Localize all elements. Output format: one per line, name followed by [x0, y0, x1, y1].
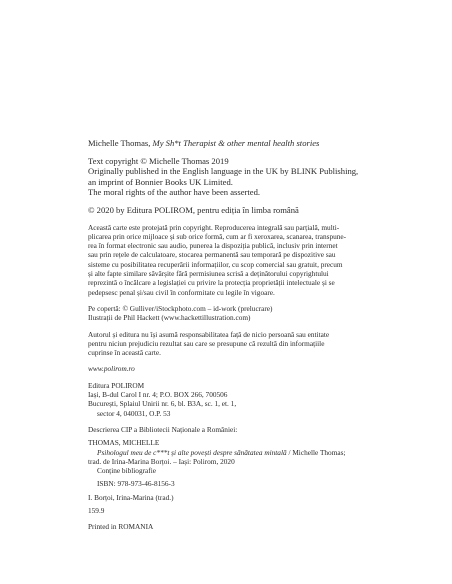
- illustration-credit: Ilustrații de Phil Hackett (www.hackettillustration.com): [88, 313, 251, 323]
- author-name: Michelle Thomas,: [88, 138, 153, 148]
- disclaimer-line: cuprinse în această carte.: [88, 348, 161, 358]
- cip-heading: Descrierea CIP a Bibliotecii Naționale a României:: [88, 424, 238, 434]
- copyright-line: Text copyright © Michelle Thomas 2019: [88, 155, 229, 166]
- cip-contributor: I. Borțoi, Irina-Marina (trad.): [88, 492, 174, 502]
- cip-title-rest: / Michelle Thomas;: [286, 447, 346, 457]
- publisher-name: Editura POLIROM: [88, 380, 145, 390]
- cip-author: THOMAS, MICHELLE: [88, 438, 160, 448]
- address-line: sector 4, 040031, O.P. 53: [97, 408, 171, 418]
- rights-line: sisteme cu posibilitatea recuperării informațiilor, cu scop comercial sau gratuit, precum: [88, 259, 343, 269]
- copyright-page: [88, 138, 428, 532]
- cip-isbn: ISBN: 978-973-46-8156-3: [97, 479, 175, 489]
- rights-notice: [88, 223, 428, 297]
- copyright-line: Originally published in the English language in the UK by BLINK Publishing,: [88, 166, 359, 177]
- cip-title-line: [88, 448, 428, 457]
- rights-line: pedepsesc penal și/sau civil în conformitate cu legile în vigoare.: [88, 287, 275, 297]
- cip-contents: Conține bibliografie: [97, 466, 156, 476]
- rights-line: sau prin rețele de calculatoare, stocarea permanentă sau temporară pe dispozitive sau: [88, 250, 336, 260]
- disclaimer: [88, 330, 428, 358]
- address-line: București, Splaiul Unirii nr. 6, bl. B3A, sc. 1, et. 1,: [88, 399, 237, 409]
- book-title: My Sh*t Therapist & other mental health stories: [152, 138, 320, 148]
- rights-line: Această carte este protejată prin copyright. Reproducerea integrală sau parțială, multi-: [88, 222, 340, 232]
- rights-line: reprezintă o încălcare a legislației cu privire la protecția proprietății intelectuale și se: [88, 278, 335, 288]
- rights-line: și alte fapte similare săvârșite fără permisiunea scrisă a deținătorului copyrightului: [88, 269, 329, 279]
- credits-block: [88, 304, 428, 323]
- author-title-line: [88, 138, 428, 149]
- copyright-block: [88, 156, 428, 198]
- cip-translator: trad. de Irina-Marina Borțoi. – Iași: Polirom, 2020: [88, 456, 235, 466]
- copyright-line: The moral rights of the author have been asserted.: [88, 187, 261, 198]
- disclaimer-line: Autorul și editura nu își asumă responsabilitatea față de nicio persoană sau entitate: [88, 329, 330, 339]
- disclaimer-line: pentru niciun prejudiciu rezultat sau care se presupune că rezultă din informațiile: [88, 338, 325, 348]
- cip-class: 159.9: [88, 505, 105, 515]
- cover-credit: Pe copertă: © Gulliver/iStockphoto.com – id-work (prelucrare): [88, 303, 273, 313]
- cip-title: Psihologul meu de c***t și alte povești despre sănătatea mintală: [97, 447, 287, 457]
- address-line: Iași, B-dul Carol I nr. 4; P.O. BOX 266, 700506: [88, 390, 228, 400]
- rights-line: plicarea prin orice mijloace și sub orice formă, cum ar fi xeroxarea, scanarea, transpune-: [88, 231, 347, 241]
- publisher-address: [88, 381, 428, 418]
- edition-line: © 2020 by Editura POLIROM, pentru ediția în limba română: [88, 204, 299, 215]
- website: www.polirom.ro: [88, 364, 135, 374]
- copyright-line: an imprint of Bonnier Books UK Limited.: [88, 176, 233, 187]
- printed-in: Printed in ROMANIA: [88, 522, 154, 532]
- rights-line: rea în format electronic sau audio, punerea la dispoziția publică, inclusiv prin internet: [88, 241, 338, 251]
- cip-block: [88, 425, 428, 515]
